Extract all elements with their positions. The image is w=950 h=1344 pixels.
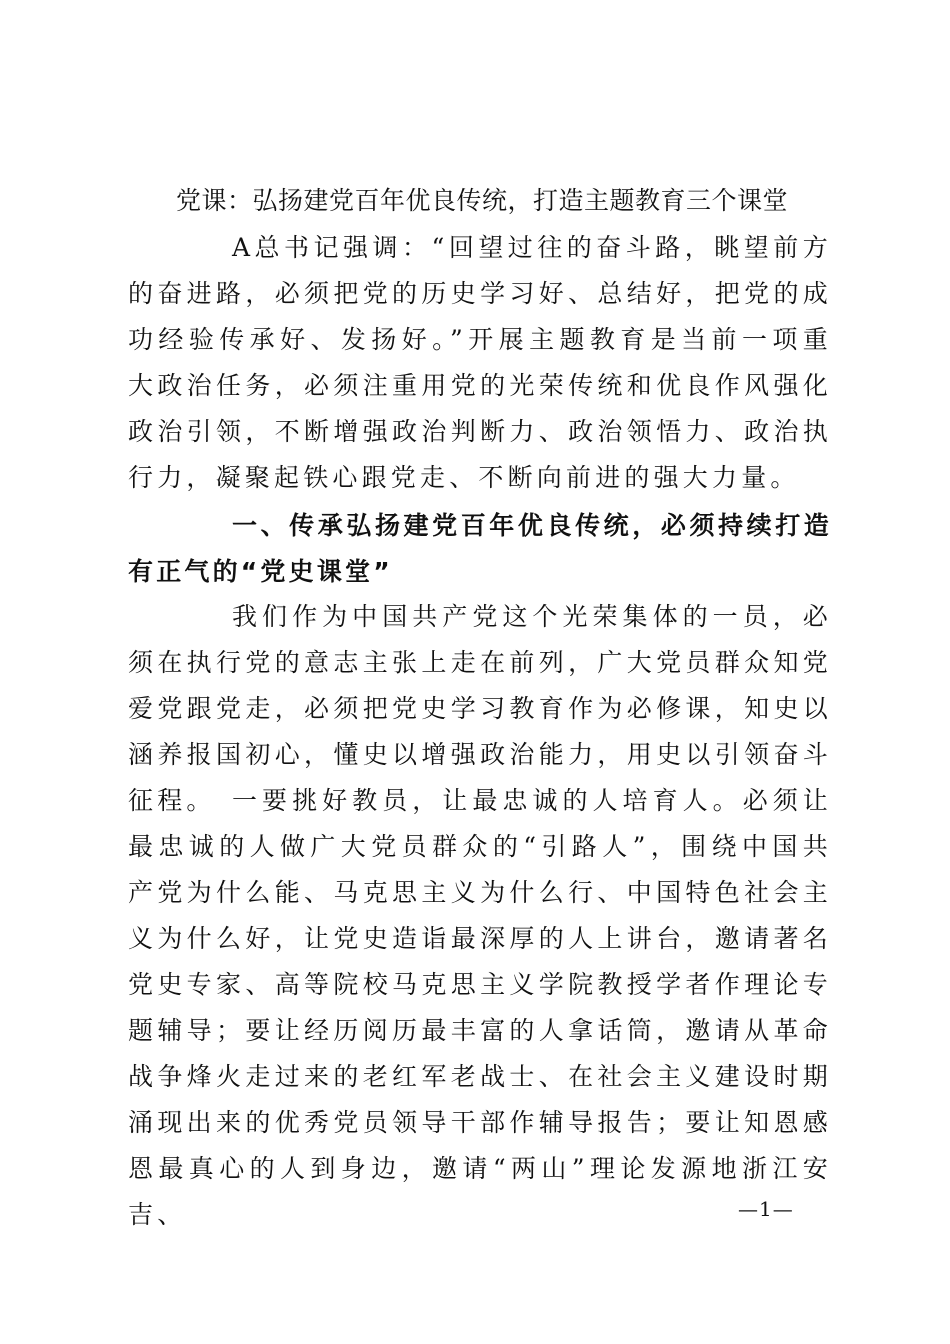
- page-number: —1—: [738, 1197, 794, 1221]
- section-heading-one: 一、传承弘扬建党百年优良传统，必须持续打造有正气的“党史课堂”: [128, 511, 832, 586]
- intro-paragraph: A总书记强调：“回望过往的奋斗路，眺望前方的奋进路，必须把党的历史学习好、总结好，把党的成功经验传承好、发扬好。”开展主题教育是当前一项重大政治任务，必须注重用党的光荣传统和优良作风强化政治引领，不断增强政治判断力、政治领悟力、政治执行力，凝聚起铁心跟党走、不断向前进的强大力量。: [128, 233, 832, 492]
- document-title: 党课：弘扬建党百年优良传统，打造主题教育三个课堂: [176, 186, 789, 215]
- section-one-paragraph: 我们作为中国共产党这个光荣集体的一员，必须在执行党的意志主张上走在前列，广大党员群众知党爱党跟党走，必须把党史学习教育作为必修课，知史以涵养报国初心，懂史以增强政治能力，用史以引领奋斗征程。: [128, 602, 832, 815]
- section-one-subparagraph: 一要挑好教员，让最忠诚的人培育人。必须让最忠诚的人做广大党员群众的“引路人”，围绕中国共产党为什么能、马克思主义为什么行、中国特色社会主义为什么好，让党史造诣最深厚的人上讲台，邀请著名党史专家、高等院校马克思主义学院教授学者作理论专题辅导；要让经历阅历最丰富的人拿话筒，邀请从革命战争烽火走过来的老红军老战士、在社会主义建设时期涌现出来的优秀党员领导干部作辅导报告；要让知恩感恩最真心的人到身边，邀请“两山”理论发源地浙江安吉、: [128, 786, 832, 1229]
